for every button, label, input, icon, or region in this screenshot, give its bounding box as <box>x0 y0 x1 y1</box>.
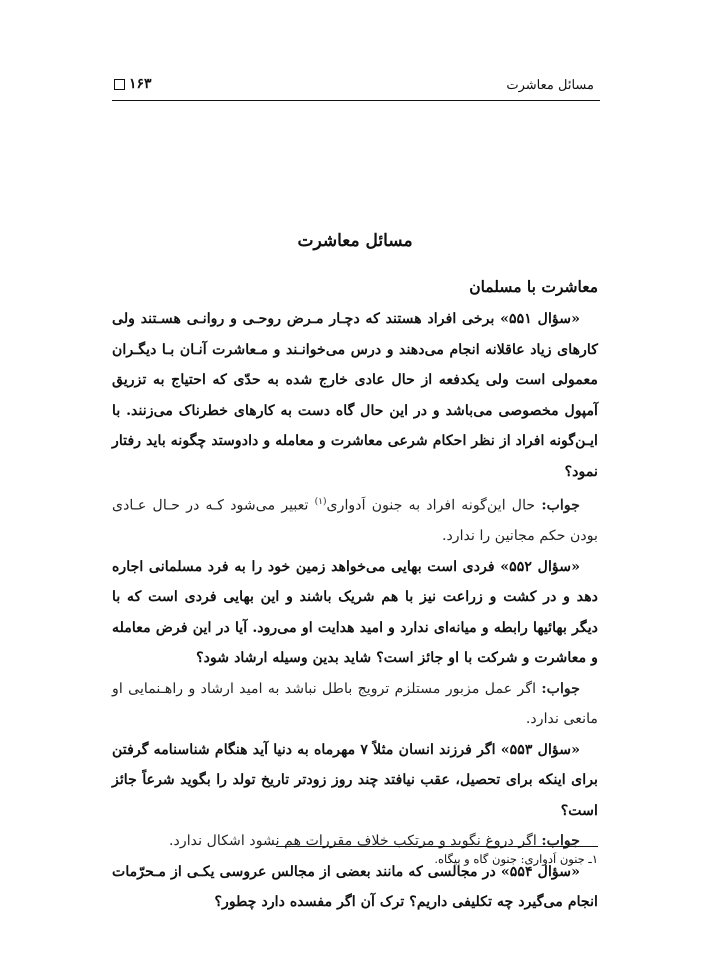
subtitle: معاشرت با مسلمان <box>469 277 598 296</box>
main-content <box>112 226 598 918</box>
question-label: «سؤال ۵۵۱» <box>500 311 580 327</box>
footnote: ۱ـ جنون اَدواری: جنون گاه و بیگاه. <box>434 852 598 866</box>
question-text: فردی است بهایی می‌خواهد زمین خود را به فرد مسلمانی اجاره دهد و در کشت و زراعت نیز با هم شریک باشند و این بهایی فردی است که با دیگر بهائیها رابطه و میانه‌ای ندارد و امید هدایت او می‌رود. آیا در این فرض معامله و معاشرت و شرکت با او جائز است؟ شاید بدین وسیله ارشاد شود؟ <box>112 558 598 667</box>
footnote-ref: (۱) <box>314 497 327 507</box>
question-553 <box>112 735 598 827</box>
answer-text: اگر دروغ نگوید و مرتکب خلاف مقررات هم نشود اشکال ندارد. <box>169 833 537 850</box>
page-header <box>112 76 598 100</box>
header-rule <box>112 100 600 101</box>
answer-label: جواب: <box>541 833 580 850</box>
question-text: اگر فرزند انسان مثلاً ۷ مهرماه به دنیا آید هنگام شناسنامه گرفتن برای اینکه برای تحصیل، عقب نیافتد چند روز زودتر تاریخ تولد را بگوید شرعاً جائز است؟ <box>112 741 598 819</box>
page-number-group <box>114 76 152 92</box>
answer-551 <box>112 487 598 552</box>
running-title: مسائل معاشرت <box>506 78 594 93</box>
answer-label: جواب: <box>541 497 580 514</box>
page-number: ۱۶۳ <box>129 76 152 92</box>
answer-text-cont: تعبیر می‌شود کـه در حـال عـادی بودن حکم مجانین را ندارد. <box>112 497 598 545</box>
question-label: «سؤال ۵۵۴» <box>500 863 580 880</box>
question-text: برخی افراد هستند که دچـار مـرض روحـی و روانـی هسـتند ولی کارهای زیاد عاقلانه انجام می‌دهند و درس می‌خوانـند و مـعاشرت آنـان بـا دیگـران معمولی است ولی یکدفعه از حال عادی خارج شده به حدّی که احتیاج به تزریق آمپول مخصوصی می‌باشد و در این حال گاه دست به کارهای خطرناک می‌زنند. با ایـن‌گونه افراد از نظر احکام شرعی معاشرت و معامله و دادوستد چگونه باید رفتار نمود؟ <box>112 311 598 480</box>
footnote-rule <box>276 846 598 847</box>
section-title: مسائل معاشرت <box>297 231 413 251</box>
answer-text: اگر عمل مزبور مستلزم ترویج باطل نباشد به امید ارشاد و راهـنمایی او مانعی ندارد. <box>112 680 598 728</box>
answer-text: حال این‌گونه افراد به جنون اَدواری <box>326 497 536 514</box>
question-label: «سؤال ۵۵۳» <box>500 741 580 758</box>
question-552 <box>112 552 598 674</box>
answer-label: جواب: <box>541 680 580 697</box>
question-text: در مجالسی که مانند بعضی از مجالس عروسی یکـی از مـحرّمات انجام می‌گیرد چه تکلیفی داریم؟ ترک آن اگر مفسده دارد چطور؟ <box>112 863 598 911</box>
question-label: «سؤال ۵۵۲» <box>500 558 580 575</box>
answer-552 <box>112 674 598 735</box>
square-ornament-icon <box>114 79 125 90</box>
question-551 <box>112 304 598 487</box>
